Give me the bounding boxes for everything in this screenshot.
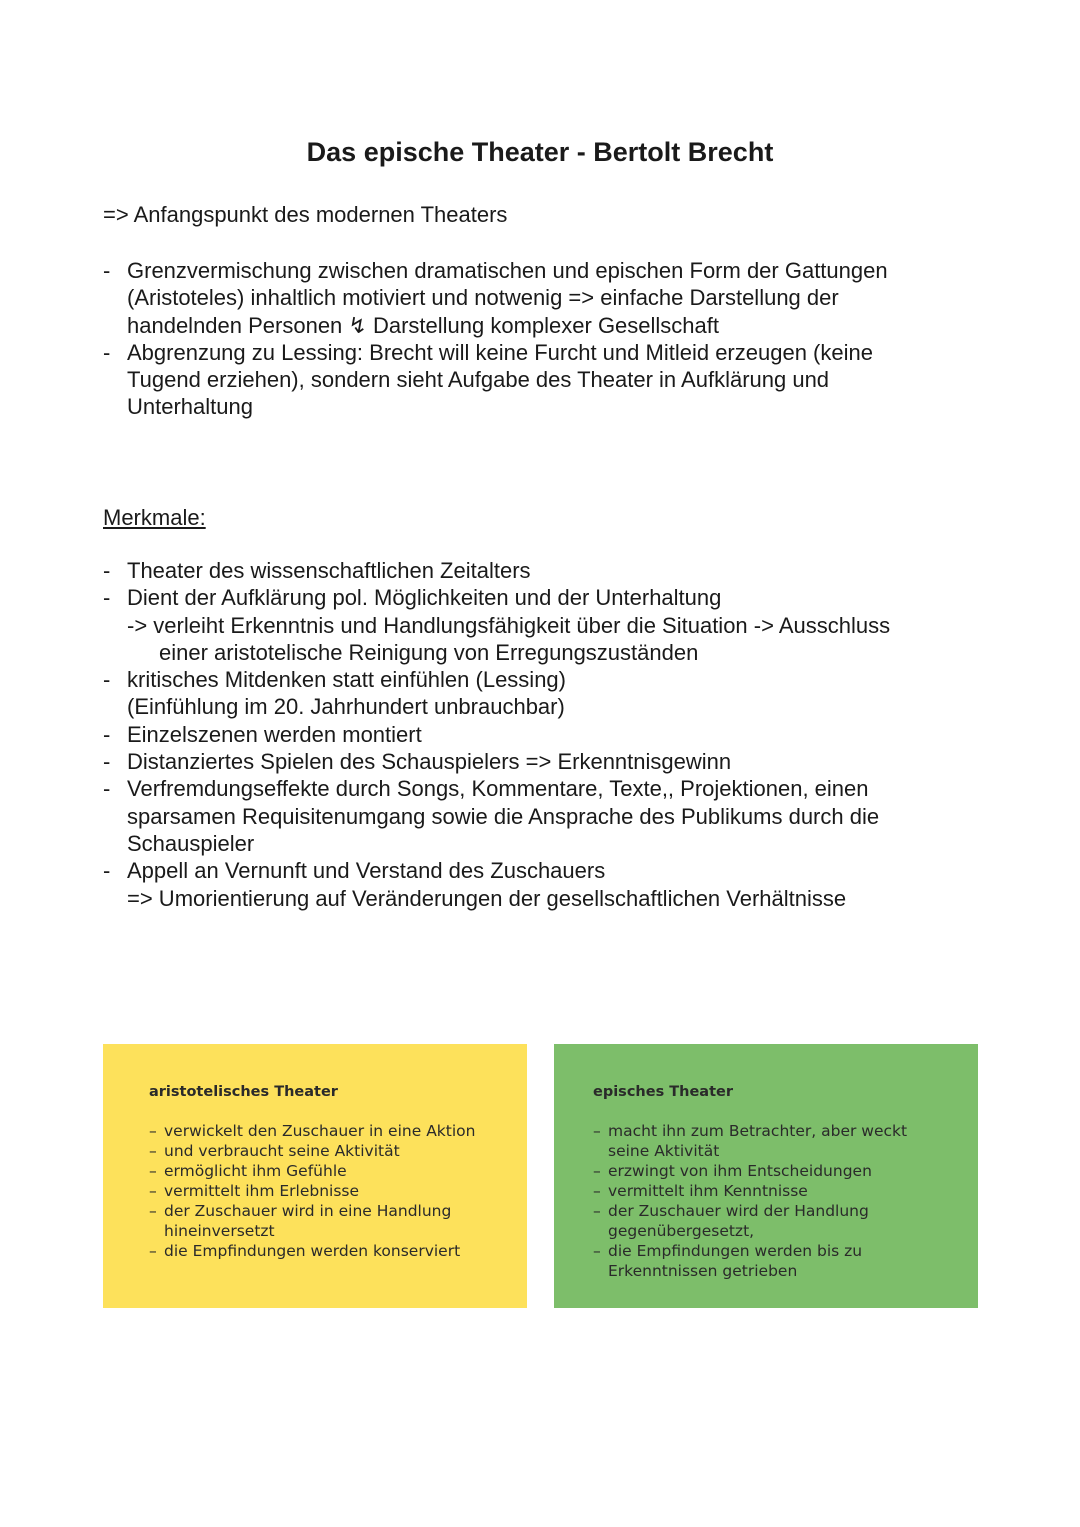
list-item: – der Zuschauer wird der Handlung gegenübergesetzt, — [593, 1201, 888, 1241]
epic-theater-title: episches Theater — [593, 1084, 733, 1100]
bullet-item — [103, 257, 983, 339]
bullet-line: Tugend erziehen), sondern sieht Aufgabe des Theater in Aufklärung und — [127, 367, 830, 393]
intro-bullet-list — [103, 257, 983, 421]
bullet-line: - Distanziertes Spielen des Schauspielers => Erkenntnisgewinn — [127, 749, 732, 775]
bullet-line: - Dient der Aufklärung pol. Möglichkeiten und der Unterhaltung — [127, 585, 722, 611]
bullet-line: => Umorientierung auf Veränderungen der gesellschaftlichen Verhältnisse — [127, 885, 847, 911]
bullet-item — [103, 557, 983, 584]
bullet-item — [103, 584, 983, 666]
list-item: – ermöglicht ihm Gefühle — [149, 1161, 527, 1181]
epic-theater-box — [554, 1044, 978, 1308]
bullet-line: (Einfühlung im 20. Jahrhundert unbrauchbar) — [127, 694, 565, 720]
bullet-item — [103, 775, 983, 857]
list-item: – die Empfindungen werden konserviert — [149, 1241, 527, 1261]
list-item: – vermittelt ihm Erlebnisse — [149, 1181, 527, 1201]
features-bullet-list — [103, 557, 983, 912]
bullet-line: Schauspieler — [127, 830, 255, 856]
bullet-line: einer aristotelische Reinigung von Erregungszuständen — [159, 639, 699, 665]
bullet-item — [103, 748, 983, 775]
bullet-line: -> verleiht Erkenntnis und Handlungsfähigkeit über die Situation -> Ausschluss — [127, 612, 891, 638]
intro-line: => Anfangspunkt des modernen Theaters — [103, 202, 508, 227]
bullet-item — [103, 339, 983, 421]
bullet-item — [103, 857, 983, 912]
list-item: – verwickelt den Zuschauer in eine Aktion — [149, 1121, 527, 1141]
epic-theater-list — [593, 1121, 978, 1281]
aristotelian-theater-title: aristotelisches Theater — [149, 1084, 338, 1100]
bullet-line: - Grenzvermischung zwischen dramatischen und epischen Form der Gattungen — [127, 258, 888, 283]
list-item: – der Zuschauer wird in eine Handlung hineinversetzt — [149, 1201, 464, 1241]
aristotelian-theater-list — [149, 1121, 527, 1261]
list-item: – macht ihn zum Betrachter, aber weckt seine Aktivität — [593, 1121, 928, 1161]
list-item: – und verbraucht seine Aktivität — [149, 1141, 527, 1161]
bullet-line: - Verfremdungseffekte durch Songs, Kommentare, Texte,, Projektionen, einen — [127, 776, 869, 802]
bullet-line: (Aristoteles) inhaltlich motiviert und notwenig => einfache Darstellung der — [127, 285, 839, 311]
list-item: – erzwingt von ihm Entscheidungen — [593, 1161, 978, 1181]
list-item: – vermittelt ihm Kenntnisse — [593, 1181, 978, 1201]
bullet-line: Unterhaltung — [127, 394, 253, 420]
aristotelian-theater-box — [103, 1044, 527, 1308]
bullet-item — [103, 721, 983, 748]
bullet-item — [103, 666, 983, 721]
bullet-line: - Abgrenzung zu Lessing: Brecht will keine Furcht und Mitleid erzeugen (keine — [127, 339, 873, 365]
bullet-line: - Einzelszenen werden montiert — [127, 721, 422, 747]
page-title: Das epische Theater - Bertolt Brecht — [306, 137, 774, 167]
bullet-line: handelnden Personen ↯ Darstellung komplexer Gesellschaft — [127, 312, 719, 338]
section-heading-features: Merkmale: — [103, 505, 206, 530]
list-item: – die Empfindungen werden bis zu Erkenntnissen getrieben — [593, 1241, 878, 1281]
bullet-line: - Theater des wissenschaftlichen Zeitalters — [127, 558, 531, 583]
bullet-line: - Appell an Vernunft und Verstand des Zuschauers — [127, 858, 606, 884]
bullet-line: - kritisches Mitdenken statt einfühlen (Lessing) — [127, 667, 566, 693]
bullet-line: sparsamen Requisitenumgang sowie die Ansprache des Publikums durch die — [127, 803, 880, 829]
